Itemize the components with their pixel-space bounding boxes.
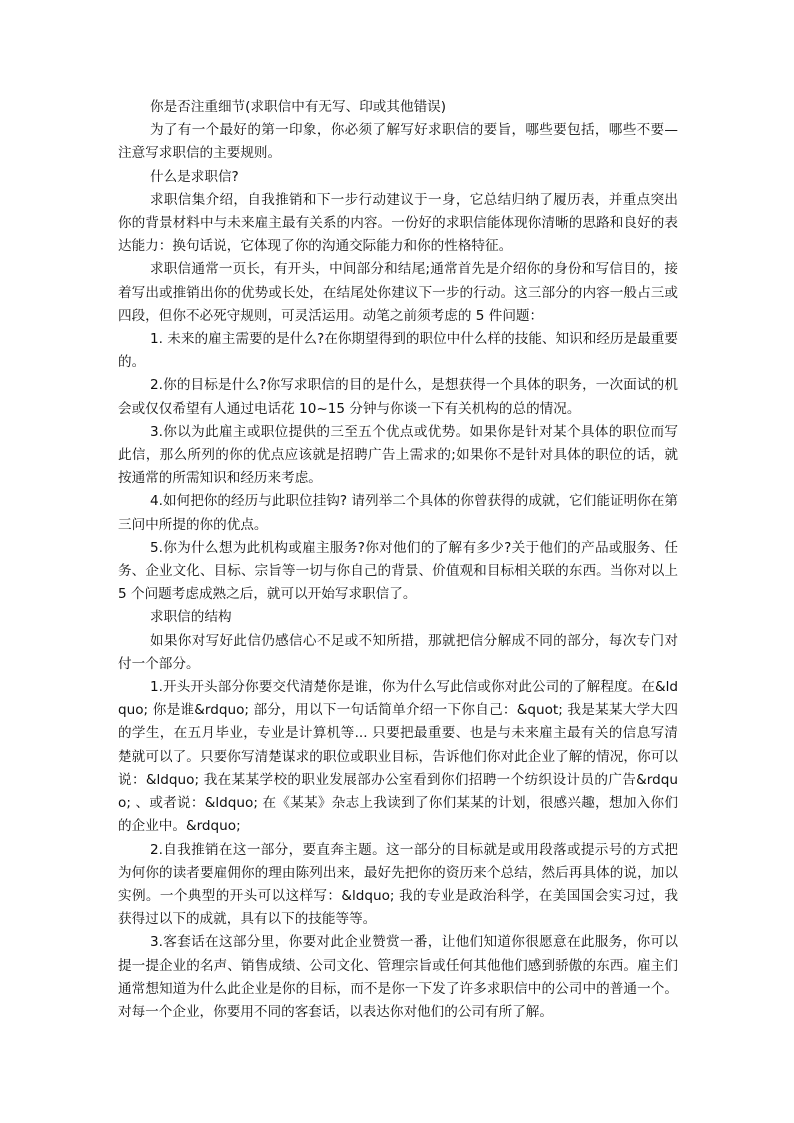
- structure-item-self-promotion: 2.自我推销在这一部分，要直奔主题。这一部分的目标就是或用段落或提示号的方式把为何你的读者要雇佣你的理由陈列出来，最好先把你的资历来个总结，然后再具体的说，加以实例。一个典型的开头可以这样写：&ldquo; 我的专业是政治科学，在美国国会实习过，我获得过以下的成就，具有以下的技能等等。: [118, 841, 678, 928]
- paragraph-structure-overview: 求职信通常一页长，有开头，中间部分和结尾;通常首先是介绍你的身份和写信目的，接着写出或推销出你的优势或长处，在结尾处你建议下一步的行动。这三部分的内容一般占三或四段，但你不必死守规则，可灵活运用。动笔之前须考虑的 5 件问题：: [118, 261, 678, 324]
- document-body: [118, 96, 678, 1024]
- question-item-3: 3.你以为此雇主或职位提供的三至五个优点或优势。如果你是针对某个具体的职位而写此信，那么所列的你的优点应该就是招聘广告上需求的;如果你不是针对具体的职位的话，就按通常的所需知识和经历来考虑。: [118, 423, 678, 487]
- section-heading-what-is: 什么是求职信?: [150, 168, 239, 185]
- section-heading-structure: 求职信的结构: [150, 609, 232, 626]
- paragraph-intro: 为了有一个最好的第一印象，你必须了解写好求职信的要旨，哪些要包括，哪些不要—注意写求职信的主要规则。: [118, 122, 678, 162]
- question-item-2: 2.你的目标是什么?你写求职信的目的是什么，是想获得一个具体的职务，一次面试的机会或仅仅希望有人通过电话花 10~15 分钟与你谈一下有关机构的总的情况。: [118, 377, 678, 417]
- question-item-1: 1. 未来的雇主需要的是什么?在你期望得到的职位中什么样的技能、知识和经历是最重要的。: [118, 331, 678, 371]
- paragraph-structure-advice: 如果你对写好此信仍感信心不足或不知所措，那就把信分解成不同的部分，每次专门对付一个部分。: [118, 632, 678, 672]
- question-item-4: 4.如何把你的经历与此职位挂钩? 请列举二个具体的你曾获得的成就，它们能证明你在第三问中所提的你的优点。: [118, 493, 678, 533]
- paragraph-definition: 求职信集介绍，自我推销和下一步行动建议于一身，它总结归纳了履历表，并重点突出你的背景材料中与未来雇主最有关系的内容。一份好的求职信能体现你清晰的思路和良好的表达能力：换句话说，它体现了你的沟通交际能力和你的性格特征。: [118, 191, 678, 255]
- structure-item-opening: 1.开头开头部分你要交代清楚你是谁，你为什么写此信或你对此公司的了解程度。在&ldquo; 你是谁&rdquo; 部分，用以下一句话简单介绍一下你自己：&quot; 我是某某大学大四的学生，在五月毕业，专业是计算机等... 只要把最重要、也是与未来雇主最有关的信息写清楚就可以了。只要你写清楚谋求的职位或职业目标，告诉他们你对此企业了解的情况，你可以说：&ldquo; 我在某某学校的职业发展部办公室看到你们招聘一个纺织设计员的广告&rdquo; 、或者说：&ldquo; 在《某某》杂志上我读到了你们某某的计划，很感兴趣，想加入你们的企业中。&rdquo;: [118, 679, 678, 835]
- question-item-5: 5.你为什么想为此机构或雇主服务?你对他们的了解有多少?关于他们的产品或服务、任务、企业文化、目标、宗旨等一切与你自己的背景、价值观和目标相关联的东西。当你对以上 5 个问题考虑成熟之后，就可以开始写求职信了。: [118, 539, 678, 603]
- structure-item-courtesy: 3.客套话在这部分里，你要对此企业赞赏一番，让他们知道你很愿意在此服务，你可以提一提企业的名声、销售成绩、公司文化、管理宗旨或任何其他他们感到骄傲的东西。雇主们通常想知道为什么此企业是你的目标，而不是你一下发了许多求职信中的公司中的普通一个。对每一个企业，你要用不同的客套话，以表达你对他们的公司有所了解。: [118, 934, 678, 1020]
- paragraph-detail-check: 你是否注重细节(求职信中有无写、印或其他错误): [150, 99, 447, 115]
